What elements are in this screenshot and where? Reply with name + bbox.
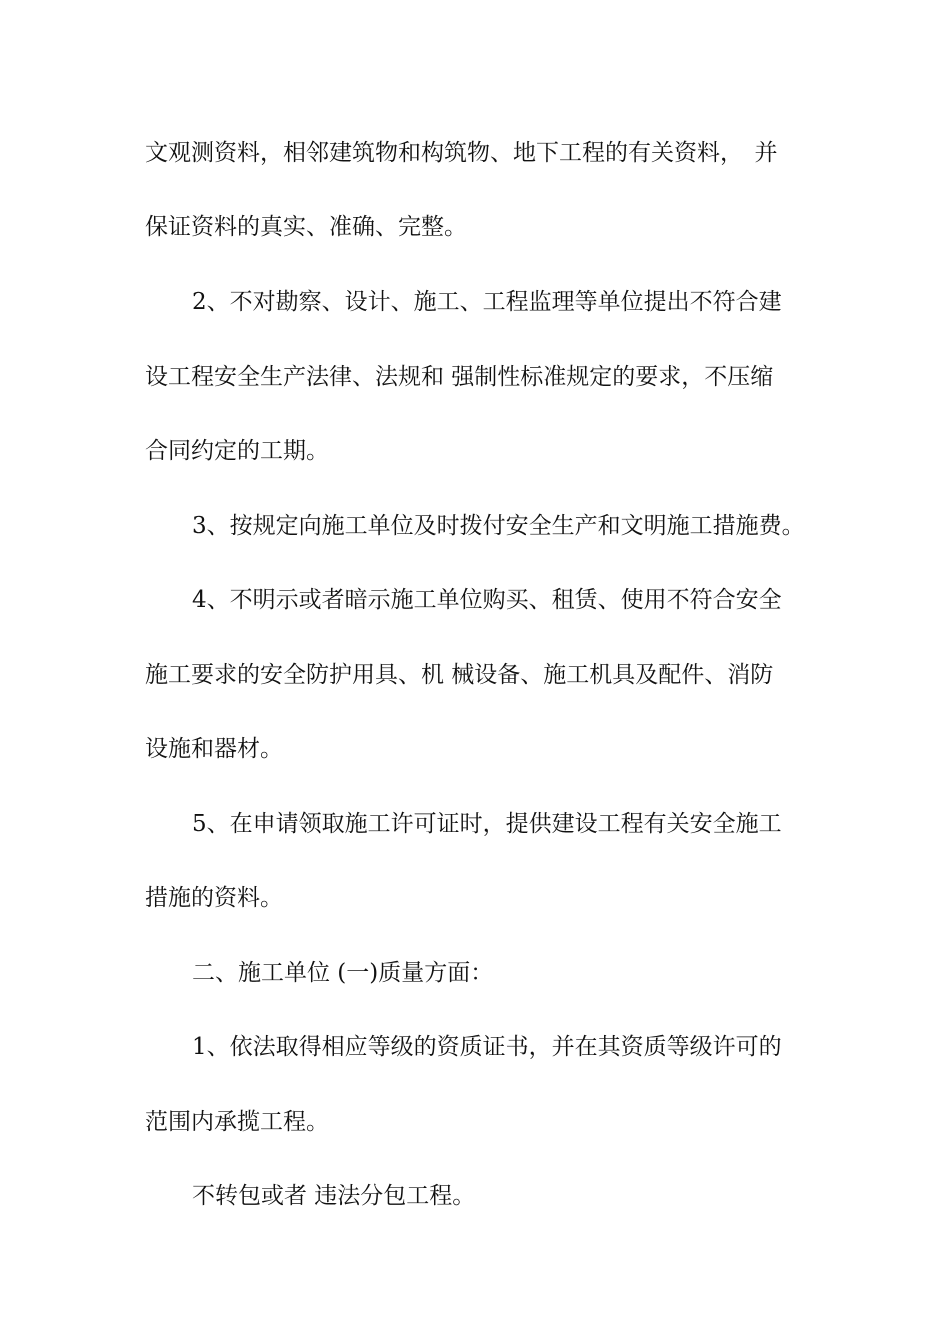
- numbered-item-2: 2、不对勘察、设计、施工、工程监理等单位提出不符合建: [192, 289, 782, 315]
- text-line: 施工要求的安全防护用具、机 械设备、施工机具及配件、消防: [145, 662, 774, 688]
- section-heading: 二、施工单位 (一)质量方面：: [192, 960, 494, 986]
- text-line: 设工程安全生产法律、法规和 强制性标准规定的要求，不压缩: [145, 364, 774, 390]
- paragraph: 不转包或者 违法分包工程。: [192, 1183, 476, 1209]
- text-line: 保证资料的真实、准确、完整。: [145, 214, 467, 240]
- numbered-item-5: 5、在申请领取施工许可证时，提供建设工程有关安全施工: [192, 811, 782, 837]
- numbered-item-1: 1、依法取得相应等级的资质证书，并在其资质等级许可的: [192, 1034, 782, 1060]
- text-line: 范围内承揽工程。: [145, 1109, 329, 1135]
- numbered-item-4: 4、不明示或者暗示施工单位购买、租赁、使用不符合安全: [192, 587, 782, 613]
- text-line: 设施和器材。: [145, 736, 283, 762]
- text-line: 文观测资料，相邻建筑物和构筑物、地下工程的有关资料， 并: [145, 140, 778, 166]
- text-line: 措施的资料。: [145, 885, 283, 911]
- numbered-item-3: 3、按规定向施工单位及时拨付安全生产和文明施工措施费。: [192, 513, 805, 539]
- text-line: 合同约定的工期。: [145, 438, 329, 464]
